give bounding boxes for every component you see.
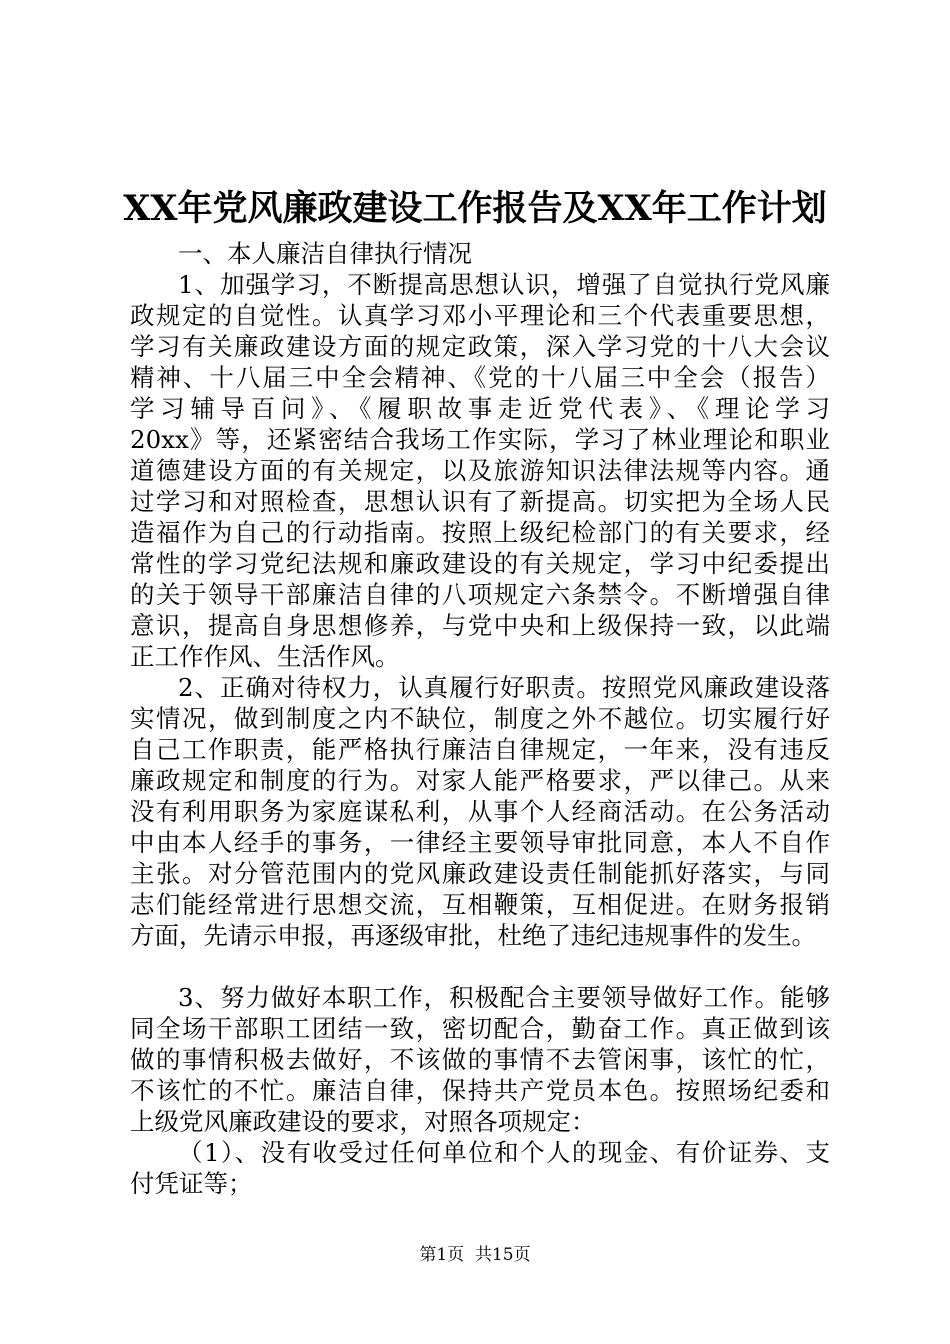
paragraph-line: 正工作作风、生活作风。	[130, 642, 400, 671]
paragraph-line: 政规定的自觉性。认真学习邓小平理论和三个代表重要思想，	[130, 301, 830, 330]
paragraph-line: 学习有关廉政建设方面的规定政策，深入学习党的十八大会议	[130, 332, 830, 361]
paragraph-line: 上级党风廉政建设的要求，对照各项规定：	[130, 1107, 596, 1136]
page-number: 第1页 共15页	[419, 1245, 531, 1265]
paragraph-line: 3、努力做好本职工作，积极配合主要领导做好工作。能够	[178, 983, 830, 1012]
paragraph-line: 同全场干部职工团结一致，密切配合，勤奋工作。真正做到该	[130, 1014, 830, 1043]
document-body	[130, 238, 830, 1199]
paragraph-line: 中由本人经手的事务，一律经主要领导审批同意，本人不自作	[130, 828, 830, 857]
paragraph-line: 方面，先请示申报，再逐级审批，杜绝了违纪违规事件的发生。	[130, 921, 816, 950]
paragraph-line: 学习辅导百问》、《履职故事走近党代表》、《理论学习	[130, 394, 830, 423]
paragraph-line: 做的事情积极去做好，不该做的事情不去管闲事，该忙的忙，	[130, 1045, 830, 1074]
paragraph-line: 常性的学习党纪法规和廉政建设的有关规定，学习中纪委提出	[130, 549, 830, 578]
paragraph-line: 不该忙的不忙。廉洁自律，保持共产党员本色。按照场纪委和	[130, 1076, 830, 1105]
paragraph-line: 1、加强学习，不断提高思想认识，增强了自觉执行党风廉	[178, 270, 830, 299]
paragraph-line: 造福作为自己的行动指南。按照上级纪检部门的有关要求，经	[130, 518, 830, 547]
paragraph-line: 志们能经常进行思想交流，互相鞭策，互相促进。在财务报销	[130, 890, 830, 919]
paragraph-line: 精神、十八届三中全会精神、《党的十八届三中全会（报告）	[130, 363, 830, 392]
paragraph-spacer	[130, 951, 830, 982]
paragraph-line: 道德建设方面的有关规定，以及旅游知识法律法规等内容。通	[130, 456, 830, 485]
paragraph-line: 主张。对分管范围内的党风廉政建设责任制能抓好落实，与同	[130, 859, 830, 888]
paragraph-line: 廉政规定和制度的行为。对家人能严格要求，严以律己。从来	[130, 766, 830, 795]
paragraph-line: 意识，提高自身思想修养，与党中央和上级保持一致，以此端	[130, 611, 830, 640]
paragraph-line: 2、正确对待权力，认真履行好职责。按照党风廉政建设落	[178, 673, 830, 702]
paragraph-line: 过学习和对照检查，思想认识有了新提高。切实把为全场人民	[130, 487, 830, 516]
section-heading: 一、本人廉洁自律执行情况	[178, 239, 472, 268]
paragraph-line: 没有利用职务为家庭谋私利，从事个人经商活动。在公务活动	[130, 797, 830, 826]
paragraph-line: 的关于领导干部廉洁自律的八项规定六条禁令。不断增强自律	[130, 580, 830, 609]
list-item-line: 付凭证等；	[130, 1169, 253, 1198]
paragraph-line: 自己工作职责，能严格执行廉洁自律规定，一年来，没有违反	[130, 735, 830, 764]
document-title: XX年党风廉政建设工作报告及XX年工作计划	[123, 188, 827, 229]
paragraph-line: 实情况，做到制度之内不缺位，制度之外不越位。切实履行好	[130, 704, 830, 733]
paragraph-line: 20xx》等，还紧密结合我场工作实际，学习了林业理论和职业	[130, 425, 830, 454]
list-item-line: （1）、没有收受过任何单位和个人的现金、有价证券、支	[178, 1138, 830, 1167]
